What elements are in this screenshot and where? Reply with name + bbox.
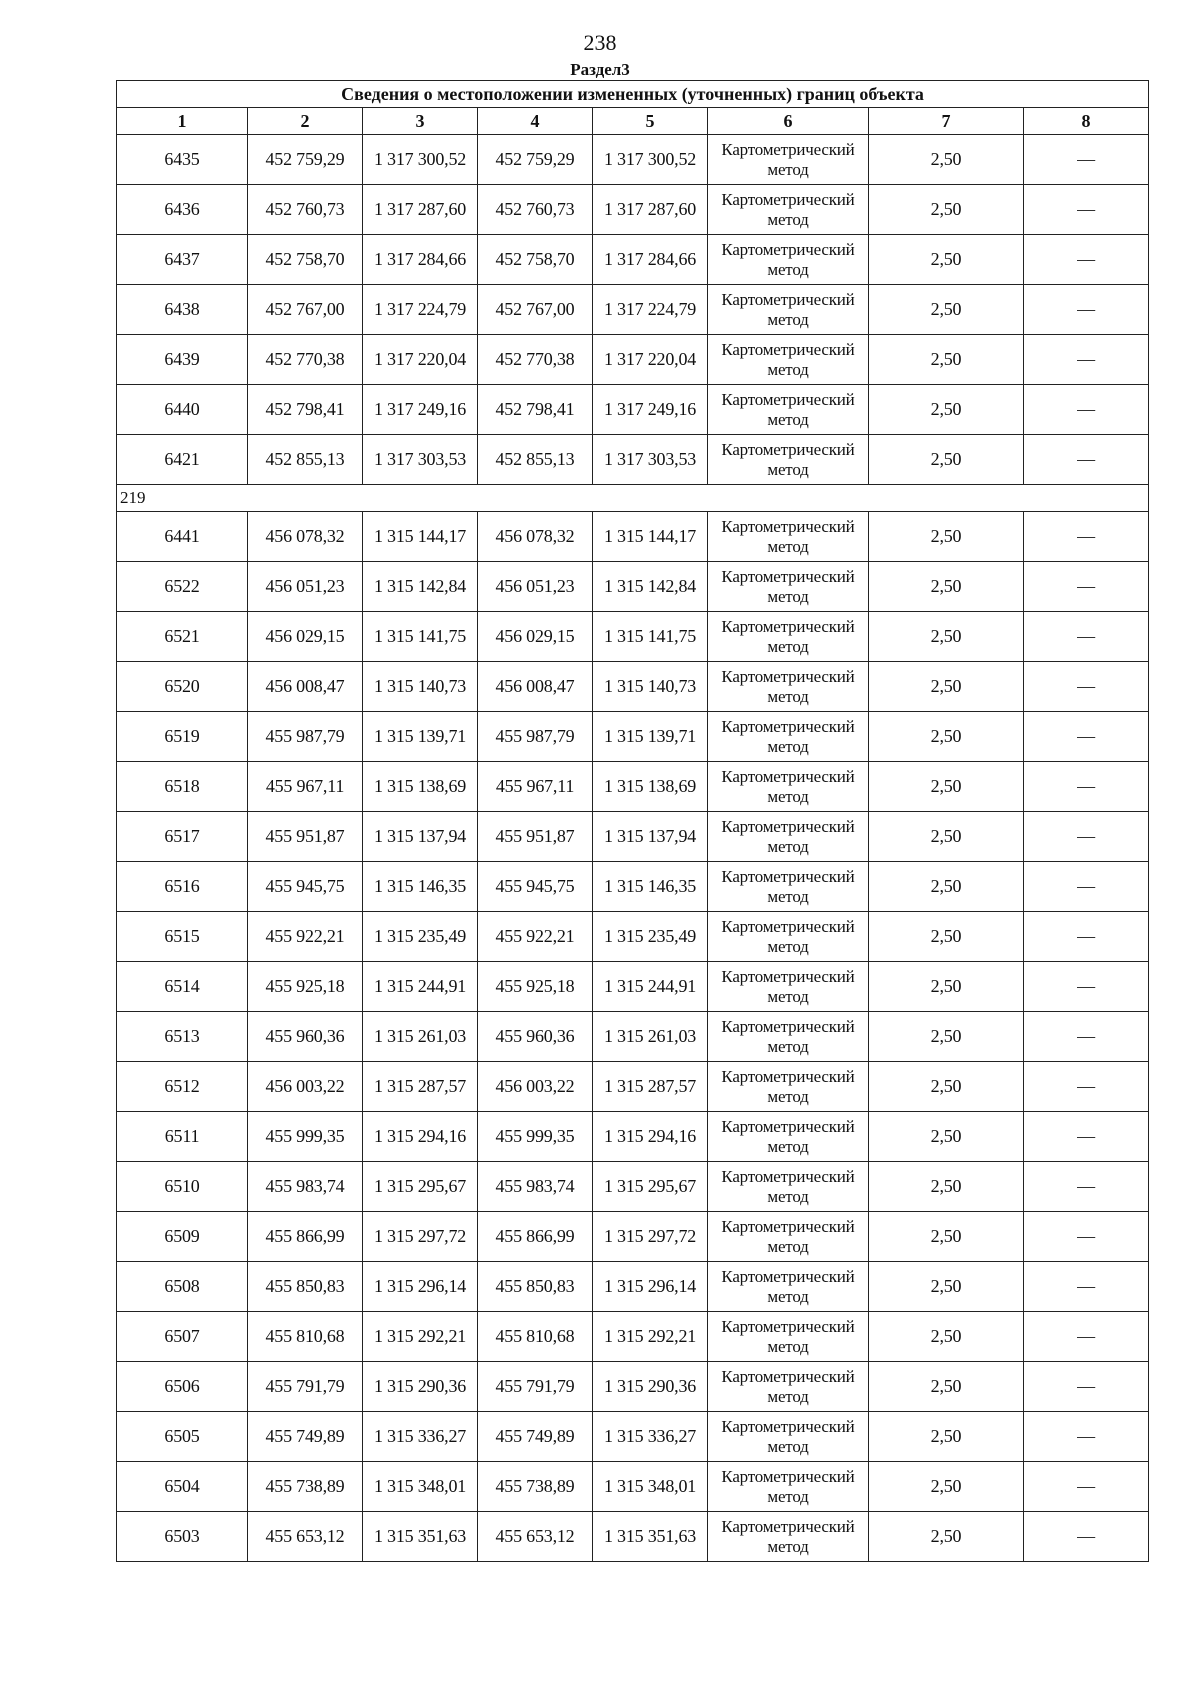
refined-x-cell: 455 925,18: [478, 962, 593, 1012]
note-cell: —: [1024, 562, 1149, 612]
existing-x-cell: 452 770,38: [248, 335, 363, 385]
point-number-cell: 6512: [117, 1062, 248, 1112]
refined-x-cell: 455 945,75: [478, 862, 593, 912]
method-cell: Картометрический метод: [708, 562, 869, 612]
note-cell: —: [1024, 335, 1149, 385]
method-cell: Картометрический метод: [708, 135, 869, 185]
existing-y-cell: 1 315 142,84: [363, 562, 478, 612]
note-cell: —: [1024, 1062, 1149, 1112]
note-cell: —: [1024, 1462, 1149, 1512]
method-cell: Картометрический метод: [708, 662, 869, 712]
method-cell: Картометрический метод: [708, 1012, 869, 1062]
existing-y-cell: 1 315 144,17: [363, 512, 478, 562]
table-row: [117, 962, 1149, 1012]
refined-x-cell: 455 960,36: [478, 1012, 593, 1062]
point-number-cell: 6513: [117, 1012, 248, 1062]
table-row: [117, 612, 1149, 662]
accuracy-cell: 2,50: [869, 435, 1024, 485]
point-number-cell: 6511: [117, 1112, 248, 1162]
existing-y-cell: 1 315 261,03: [363, 1012, 478, 1062]
point-number-cell: 6506: [117, 1362, 248, 1412]
refined-x-cell: 452 855,13: [478, 435, 593, 485]
method-cell: Картометрический метод: [708, 1312, 869, 1362]
refined-y-cell: 1 317 300,52: [593, 135, 708, 185]
note-cell: —: [1024, 1162, 1149, 1212]
refined-y-cell: 1 317 224,79: [593, 285, 708, 335]
refined-x-cell: 456 029,15: [478, 612, 593, 662]
existing-x-cell: 456 008,47: [248, 662, 363, 712]
note-cell: —: [1024, 1312, 1149, 1362]
existing-y-cell: 1 317 303,53: [363, 435, 478, 485]
accuracy-cell: 2,50: [869, 712, 1024, 762]
refined-x-cell: 455 967,11: [478, 762, 593, 812]
existing-x-cell: 455 967,11: [248, 762, 363, 812]
method-cell: Картометрический метод: [708, 862, 869, 912]
method-cell: Картометрический метод: [708, 712, 869, 762]
existing-y-cell: 1 315 139,71: [363, 712, 478, 762]
table-row: [117, 512, 1149, 562]
refined-x-cell: 455 653,12: [478, 1512, 593, 1562]
contour-group-row: [117, 485, 1149, 512]
refined-x-cell: 455 850,83: [478, 1262, 593, 1312]
method-cell: Картометрический метод: [708, 962, 869, 1012]
note-cell: —: [1024, 1362, 1149, 1412]
refined-x-cell: 456 078,32: [478, 512, 593, 562]
table-row: [117, 1062, 1149, 1112]
accuracy-cell: 2,50: [869, 662, 1024, 712]
note-cell: —: [1024, 812, 1149, 862]
column-number: 7: [869, 108, 1024, 135]
refined-x-cell: 452 758,70: [478, 235, 593, 285]
accuracy-cell: 2,50: [869, 1262, 1024, 1312]
column-number: 5: [593, 108, 708, 135]
existing-x-cell: 452 759,29: [248, 135, 363, 185]
existing-x-cell: 455 951,87: [248, 812, 363, 862]
refined-x-cell: 455 866,99: [478, 1212, 593, 1262]
refined-y-cell: 1 315 348,01: [593, 1462, 708, 1512]
accuracy-cell: 2,50: [869, 1212, 1024, 1262]
table-row: [117, 435, 1149, 485]
point-number-cell: 6517: [117, 812, 248, 862]
method-cell: Картометрический метод: [708, 612, 869, 662]
existing-y-cell: 1 315 138,69: [363, 762, 478, 812]
existing-x-cell: 455 850,83: [248, 1262, 363, 1312]
accuracy-cell: 2,50: [869, 812, 1024, 862]
existing-y-cell: 1 315 336,27: [363, 1412, 478, 1462]
table-row: [117, 1462, 1149, 1512]
refined-x-cell: 452 770,38: [478, 335, 593, 385]
point-number-cell: 6520: [117, 662, 248, 712]
refined-y-cell: 1 315 235,49: [593, 912, 708, 962]
method-cell: Картометрический метод: [708, 1462, 869, 1512]
table-row: [117, 1112, 1149, 1162]
column-number: 1: [117, 108, 248, 135]
existing-y-cell: 1 315 141,75: [363, 612, 478, 662]
column-number: 2: [248, 108, 363, 135]
existing-x-cell: 452 855,13: [248, 435, 363, 485]
refined-y-cell: 1 315 296,14: [593, 1262, 708, 1312]
note-cell: —: [1024, 435, 1149, 485]
accuracy-cell: 2,50: [869, 512, 1024, 562]
existing-x-cell: 456 051,23: [248, 562, 363, 612]
refined-y-cell: 1 317 284,66: [593, 235, 708, 285]
point-number-cell: 6514: [117, 962, 248, 1012]
existing-y-cell: 1 317 287,60: [363, 185, 478, 235]
table-row: [117, 812, 1149, 862]
method-cell: Картометрический метод: [708, 1512, 869, 1562]
refined-x-cell: 455 951,87: [478, 812, 593, 862]
table-row: [117, 712, 1149, 762]
existing-y-cell: 1 317 224,79: [363, 285, 478, 335]
point-number-cell: 6438: [117, 285, 248, 335]
table-row: [117, 1162, 1149, 1212]
accuracy-cell: 2,50: [869, 962, 1024, 1012]
existing-y-cell: 1 317 284,66: [363, 235, 478, 285]
accuracy-cell: 2,50: [869, 1162, 1024, 1212]
refined-x-cell: 455 791,79: [478, 1362, 593, 1412]
accuracy-cell: 2,50: [869, 385, 1024, 435]
note-cell: —: [1024, 1112, 1149, 1162]
table-row: [117, 862, 1149, 912]
method-cell: Картометрический метод: [708, 1162, 869, 1212]
point-number-cell: 6516: [117, 862, 248, 912]
refined-y-cell: 1 315 287,57: [593, 1062, 708, 1112]
page-number: 238: [583, 30, 617, 55]
refined-y-cell: 1 315 294,16: [593, 1112, 708, 1162]
accuracy-cell: 2,50: [869, 1512, 1024, 1562]
note-cell: —: [1024, 912, 1149, 962]
table-caption: Сведения о местоположении измененных (уточненных) границ объекта: [117, 81, 1149, 108]
refined-y-cell: 1 315 139,71: [593, 712, 708, 762]
existing-y-cell: 1 315 244,91: [363, 962, 478, 1012]
accuracy-cell: 2,50: [869, 1462, 1024, 1512]
existing-x-cell: 455 653,12: [248, 1512, 363, 1562]
existing-x-cell: 452 758,70: [248, 235, 363, 285]
refined-y-cell: 1 315 146,35: [593, 862, 708, 912]
refined-y-cell: 1 317 303,53: [593, 435, 708, 485]
existing-y-cell: 1 315 235,49: [363, 912, 478, 962]
refined-y-cell: 1 315 297,72: [593, 1212, 708, 1262]
refined-x-cell: 455 999,35: [478, 1112, 593, 1162]
column-number: 8: [1024, 108, 1149, 135]
method-cell: Картометрический метод: [708, 285, 869, 335]
existing-x-cell: 456 029,15: [248, 612, 363, 662]
point-number-cell: 6508: [117, 1262, 248, 1312]
note-cell: —: [1024, 185, 1149, 235]
refined-y-cell: 1 315 137,94: [593, 812, 708, 862]
table-row: [117, 185, 1149, 235]
method-cell: Картометрический метод: [708, 1212, 869, 1262]
existing-y-cell: 1 315 292,21: [363, 1312, 478, 1362]
table-body: [117, 135, 1149, 1562]
existing-y-cell: 1 315 296,14: [363, 1262, 478, 1312]
refined-y-cell: 1 315 142,84: [593, 562, 708, 612]
existing-y-cell: 1 315 290,36: [363, 1362, 478, 1412]
refined-y-cell: 1 315 295,67: [593, 1162, 708, 1212]
method-cell: Картометрический метод: [708, 1362, 869, 1412]
refined-x-cell: 456 008,47: [478, 662, 593, 712]
method-cell: Картометрический метод: [708, 435, 869, 485]
table-row: [117, 135, 1149, 185]
existing-x-cell: 452 767,00: [248, 285, 363, 335]
refined-x-cell: 452 767,00: [478, 285, 593, 335]
existing-y-cell: 1 315 351,63: [363, 1512, 478, 1562]
refined-x-cell: 455 987,79: [478, 712, 593, 762]
note-cell: —: [1024, 1212, 1149, 1262]
note-cell: —: [1024, 962, 1149, 1012]
boundary-coordinates-table: [116, 80, 1149, 1562]
note-cell: —: [1024, 612, 1149, 662]
refined-y-cell: 1 315 290,36: [593, 1362, 708, 1412]
column-number: 3: [363, 108, 478, 135]
accuracy-cell: 2,50: [869, 1012, 1024, 1062]
point-number-cell: 6518: [117, 762, 248, 812]
accuracy-cell: 2,50: [869, 185, 1024, 235]
existing-y-cell: 1 317 249,16: [363, 385, 478, 435]
refined-x-cell: 455 810,68: [478, 1312, 593, 1362]
table-row: [117, 385, 1149, 435]
accuracy-cell: 2,50: [869, 335, 1024, 385]
method-cell: Картометрический метод: [708, 512, 869, 562]
table-row: [117, 662, 1149, 712]
existing-x-cell: 456 003,22: [248, 1062, 363, 1112]
note-cell: —: [1024, 512, 1149, 562]
existing-x-cell: 455 791,79: [248, 1362, 363, 1412]
accuracy-cell: 2,50: [869, 912, 1024, 962]
table-row: [117, 1212, 1149, 1262]
column-number: 6: [708, 108, 869, 135]
accuracy-cell: 2,50: [869, 1112, 1024, 1162]
existing-y-cell: 1 315 140,73: [363, 662, 478, 712]
existing-y-cell: 1 315 294,16: [363, 1112, 478, 1162]
point-number-cell: 6515: [117, 912, 248, 962]
existing-y-cell: 1 315 348,01: [363, 1462, 478, 1512]
existing-x-cell: 455 999,35: [248, 1112, 363, 1162]
note-cell: —: [1024, 712, 1149, 762]
column-number: 4: [478, 108, 593, 135]
table-row: [117, 285, 1149, 335]
existing-x-cell: 455 922,21: [248, 912, 363, 962]
existing-x-cell: 455 749,89: [248, 1412, 363, 1462]
accuracy-cell: 2,50: [869, 285, 1024, 335]
point-number-cell: 6519: [117, 712, 248, 762]
table-row: [117, 235, 1149, 285]
table-row: [117, 335, 1149, 385]
method-cell: Картометрический метод: [708, 185, 869, 235]
point-number-cell: 6439: [117, 335, 248, 385]
refined-x-cell: 455 922,21: [478, 912, 593, 962]
point-number-cell: 6504: [117, 1462, 248, 1512]
note-cell: —: [1024, 862, 1149, 912]
note-cell: —: [1024, 385, 1149, 435]
method-cell: Картометрический метод: [708, 812, 869, 862]
table-row: [117, 1012, 1149, 1062]
existing-x-cell: 455 945,75: [248, 862, 363, 912]
note-cell: —: [1024, 1512, 1149, 1562]
refined-y-cell: 1 315 144,17: [593, 512, 708, 562]
accuracy-cell: 2,50: [869, 1312, 1024, 1362]
existing-y-cell: 1 315 295,67: [363, 1162, 478, 1212]
table-row: [117, 562, 1149, 612]
point-number-cell: 6505: [117, 1412, 248, 1462]
accuracy-cell: 2,50: [869, 1062, 1024, 1112]
method-cell: Картометрический метод: [708, 385, 869, 435]
existing-x-cell: 455 810,68: [248, 1312, 363, 1362]
note-cell: —: [1024, 762, 1149, 812]
method-cell: Картометрический метод: [708, 762, 869, 812]
refined-y-cell: 1 315 140,73: [593, 662, 708, 712]
existing-x-cell: 455 866,99: [248, 1212, 363, 1262]
existing-x-cell: 452 798,41: [248, 385, 363, 435]
refined-x-cell: 452 759,29: [478, 135, 593, 185]
existing-x-cell: 455 960,36: [248, 1012, 363, 1062]
point-number-cell: 6437: [117, 235, 248, 285]
note-cell: —: [1024, 662, 1149, 712]
accuracy-cell: 2,50: [869, 1362, 1024, 1412]
table-row: [117, 1362, 1149, 1412]
point-number-cell: 6503: [117, 1512, 248, 1562]
refined-y-cell: 1 317 249,16: [593, 385, 708, 435]
accuracy-cell: 2,50: [869, 562, 1024, 612]
accuracy-cell: 2,50: [869, 862, 1024, 912]
note-cell: —: [1024, 135, 1149, 185]
point-number-cell: 6522: [117, 562, 248, 612]
refined-y-cell: 1 315 141,75: [593, 612, 708, 662]
existing-x-cell: 455 983,74: [248, 1162, 363, 1212]
refined-x-cell: 452 798,41: [478, 385, 593, 435]
note-cell: —: [1024, 1012, 1149, 1062]
refined-y-cell: 1 315 336,27: [593, 1412, 708, 1462]
note-cell: —: [1024, 1262, 1149, 1312]
refined-y-cell: 1 315 351,63: [593, 1512, 708, 1562]
accuracy-cell: 2,50: [869, 235, 1024, 285]
existing-y-cell: 1 315 146,35: [363, 862, 478, 912]
column-number-row: [117, 108, 1149, 135]
method-cell: Картометрический метод: [708, 1062, 869, 1112]
method-cell: Картометрический метод: [708, 1112, 869, 1162]
existing-x-cell: 452 760,73: [248, 185, 363, 235]
point-number-cell: 6440: [117, 385, 248, 435]
method-cell: Картометрический метод: [708, 335, 869, 385]
point-number-cell: 6421: [117, 435, 248, 485]
existing-y-cell: 1 315 287,57: [363, 1062, 478, 1112]
contour-number: 219: [117, 485, 1149, 512]
refined-y-cell: 1 315 292,21: [593, 1312, 708, 1362]
table-row: [117, 762, 1149, 812]
refined-x-cell: 455 738,89: [478, 1462, 593, 1512]
refined-y-cell: 1 315 261,03: [593, 1012, 708, 1062]
refined-y-cell: 1 315 138,69: [593, 762, 708, 812]
existing-x-cell: 455 987,79: [248, 712, 363, 762]
section-title: Раздел3: [570, 60, 630, 79]
accuracy-cell: 2,50: [869, 135, 1024, 185]
table-row: [117, 1312, 1149, 1362]
point-number-cell: 6436: [117, 185, 248, 235]
note-cell: —: [1024, 285, 1149, 335]
existing-y-cell: 1 315 137,94: [363, 812, 478, 862]
refined-x-cell: 455 983,74: [478, 1162, 593, 1212]
refined-y-cell: 1 315 244,91: [593, 962, 708, 1012]
existing-x-cell: 456 078,32: [248, 512, 363, 562]
table-row: [117, 912, 1149, 962]
existing-x-cell: 455 738,89: [248, 1462, 363, 1512]
method-cell: Картометрический метод: [708, 1262, 869, 1312]
table-row: [117, 1412, 1149, 1462]
refined-x-cell: 456 051,23: [478, 562, 593, 612]
method-cell: Картометрический метод: [708, 235, 869, 285]
refined-y-cell: 1 317 287,60: [593, 185, 708, 235]
refined-x-cell: 456 003,22: [478, 1062, 593, 1112]
refined-y-cell: 1 317 220,04: [593, 335, 708, 385]
accuracy-cell: 2,50: [869, 1412, 1024, 1462]
table-row: [117, 1512, 1149, 1562]
existing-x-cell: 455 925,18: [248, 962, 363, 1012]
point-number-cell: 6521: [117, 612, 248, 662]
method-cell: Картометрический метод: [708, 912, 869, 962]
refined-x-cell: 452 760,73: [478, 185, 593, 235]
point-number-cell: 6441: [117, 512, 248, 562]
point-number-cell: 6435: [117, 135, 248, 185]
note-cell: —: [1024, 1412, 1149, 1462]
accuracy-cell: 2,50: [869, 762, 1024, 812]
existing-y-cell: 1 315 297,72: [363, 1212, 478, 1262]
point-number-cell: 6507: [117, 1312, 248, 1362]
point-number-cell: 6509: [117, 1212, 248, 1262]
existing-y-cell: 1 317 300,52: [363, 135, 478, 185]
method-cell: Картометрический метод: [708, 1412, 869, 1462]
note-cell: —: [1024, 235, 1149, 285]
table-row: [117, 1262, 1149, 1312]
point-number-cell: 6510: [117, 1162, 248, 1212]
accuracy-cell: 2,50: [869, 612, 1024, 662]
refined-x-cell: 455 749,89: [478, 1412, 593, 1462]
existing-y-cell: 1 317 220,04: [363, 335, 478, 385]
